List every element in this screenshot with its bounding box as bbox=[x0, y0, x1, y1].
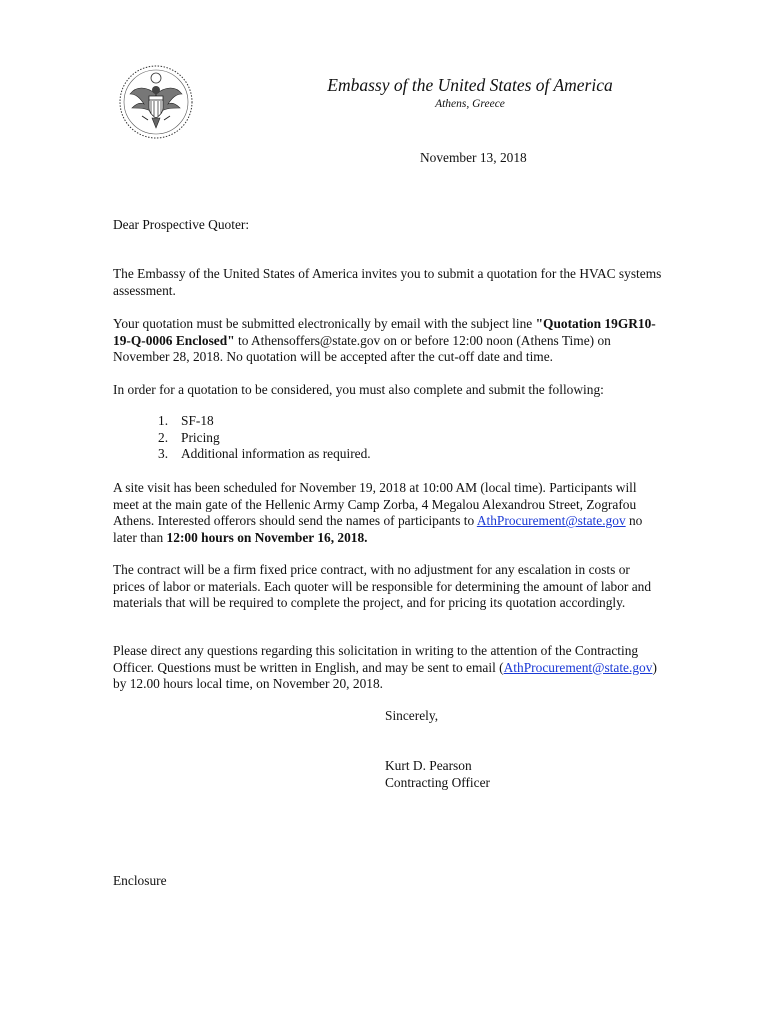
deadline-text: 12:00 hours on November 16, 2018. bbox=[166, 529, 368, 545]
email-link[interactable]: AthProcurement@state.gov bbox=[476, 513, 626, 529]
list-text: Additional information as required. bbox=[181, 446, 371, 462]
requirements-list bbox=[158, 413, 371, 463]
paragraph-invitation: The Embassy of the United States of America invites you to submit a quotation for the HVAC systems assessment. bbox=[113, 266, 662, 298]
list-number: 3. bbox=[158, 446, 169, 462]
enclosure-label: Enclosure bbox=[113, 873, 167, 888]
paragraph-text: Please direct any questions regarding this solicitation in writing to the attention of the Contracting Officer. Questions must be written in English, and may be sent to email ( bbox=[113, 643, 639, 675]
list-number: 1. bbox=[158, 413, 169, 428]
signer-title: Contracting Officer bbox=[385, 775, 490, 790]
list-text: SF-18 bbox=[181, 413, 214, 428]
paragraph-requirements: In order for a quotation to be considered, you must also complete and submit the following: bbox=[113, 382, 604, 397]
great-seal-icon bbox=[118, 64, 194, 140]
paragraph-text: ) by 12.00 hours local time, on November 20, 2018. bbox=[113, 659, 657, 692]
list-text: Pricing bbox=[181, 429, 220, 445]
list-item bbox=[158, 430, 371, 447]
paragraph-site-visit bbox=[113, 480, 663, 546]
subject-line: "Quotation 19GR10-19-Q-0006 Enclosed" bbox=[113, 316, 656, 348]
paragraph-text: A site visit has been scheduled for November 19, 2018 at 10:00 AM (local time). Participants will meet at the main gate of the Hellenic Army Camp Zorba, 4 Megalou Alexandrou Street, Zografou Athens. Interested offerors should send the names of participants to bbox=[113, 480, 637, 529]
signer-name: Kurt D. Pearson bbox=[385, 758, 472, 773]
paragraph-text: no later than bbox=[113, 513, 643, 545]
paragraph-questions bbox=[113, 643, 663, 693]
paragraph-submission bbox=[113, 316, 663, 366]
closing-sincerely: Sincerely, bbox=[385, 708, 439, 723]
letter-date: November 13, 2018 bbox=[420, 150, 527, 165]
list-item bbox=[158, 446, 371, 463]
letterhead-title: Embassy of the United States of America bbox=[327, 75, 613, 95]
paragraph-text: Your quotation must be submitted electronically by email with the subject line bbox=[113, 316, 536, 331]
list-item bbox=[158, 413, 371, 430]
list-number: 2. bbox=[158, 429, 169, 445]
salutation: Dear Prospective Quoter: bbox=[113, 217, 250, 232]
email-link[interactable]: AthProcurement@state.gov bbox=[503, 659, 653, 675]
letterhead-subtitle: Athens, Greece bbox=[435, 98, 505, 110]
paragraph-text: to Athensoffers@state.gov on or before 12:00 noon (Athens Time) on November 28, 2018. No quotation will be accepted after the cut-off date and time. bbox=[113, 332, 611, 365]
paragraph-contract: The contract will be a firm fixed price contract, with no adjustment for any escalation in costs or prices of labor or materials. Each quoter will be responsible for determining the amount of labor and materials that will be required to complete the project, and for pricing its quotation accordingly. bbox=[113, 562, 652, 611]
